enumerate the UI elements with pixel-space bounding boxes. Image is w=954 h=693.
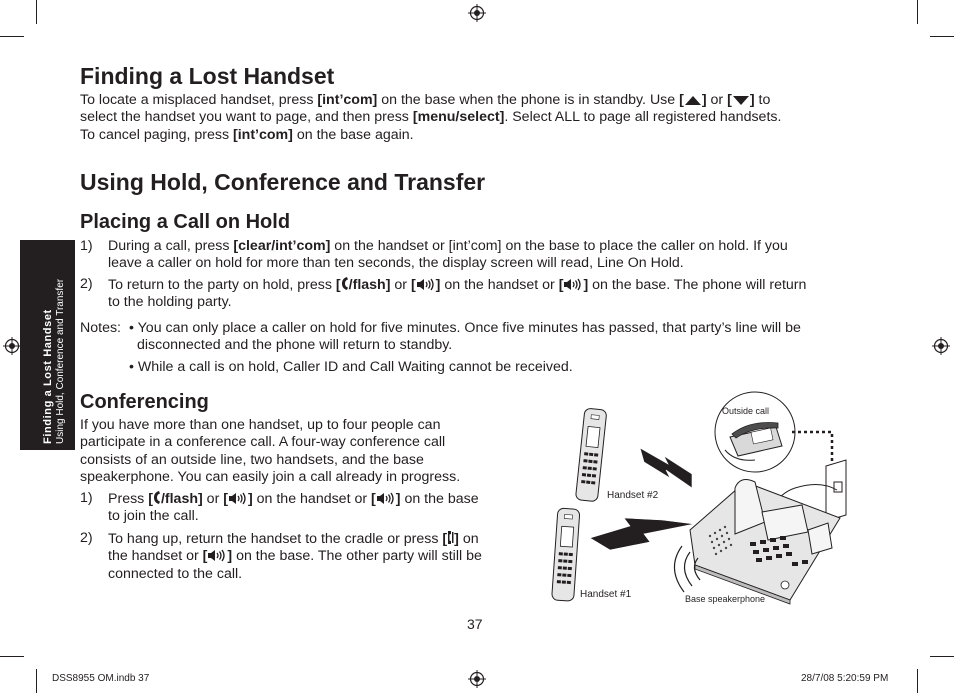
side-tab xyxy=(20,240,75,450)
base-unit-icon xyxy=(690,480,840,604)
registration-mark-icon xyxy=(932,337,950,355)
conferencing-paragraph: If you have more than one handset, up to four people can participate in a conference call. A four-way conference call consists of an outside line, two handsets, and the base speakerphone. You can easily join a call already in progress. xyxy=(80,417,461,486)
speaker-icon xyxy=(228,492,248,505)
arrow-down-icon xyxy=(732,94,750,106)
crop-mark xyxy=(0,36,24,37)
label-base-speakerphone: Base speakerphone xyxy=(685,594,766,604)
lightning-bolt-icon xyxy=(640,448,692,488)
registration-mark-icon xyxy=(3,337,21,355)
speaker-icon xyxy=(416,278,436,291)
crop-mark xyxy=(36,0,37,24)
handset-talk-icon xyxy=(341,276,349,291)
speaker-icon xyxy=(207,549,227,562)
conf-step-1: 1) Press [ /flash] or [ ] on the handset or [ ] on the base to join the call. xyxy=(80,490,479,525)
label-outside-call: Outside call xyxy=(722,406,770,416)
hold-step-1: 1) During a call, press [clear/int’com] on the handset or [int’com] on the base to place the caller on hold. If you leave a caller on hold for more than ten seconds, the display screen will read, Line On Hold. xyxy=(80,238,788,272)
hold-step-2: 2) To return to the party on hold, press [ /flash] or [ ] on the handset or [ ] on the base. The phone will return to the holding party. xyxy=(80,276,807,311)
footer-file-info: DSS8955 OM.indb 37 xyxy=(52,673,150,684)
handset-talk-icon xyxy=(153,490,161,505)
heading-conferencing: Conferencing xyxy=(80,391,209,413)
label-handset-2: Handset #2 xyxy=(607,490,659,501)
heading-finding-lost-handset: Finding a Lost Handset xyxy=(80,63,335,89)
speaker-icon xyxy=(563,278,583,291)
crop-mark xyxy=(930,36,954,37)
heading-placing-call-on-hold: Placing a Call on Hold xyxy=(80,211,291,233)
speaker-icon xyxy=(376,492,396,505)
crop-mark xyxy=(917,0,918,24)
lightning-bolt-icon xyxy=(590,518,694,550)
heading-hold-conference-transfer: Using Hold, Conference and Transfer xyxy=(80,169,486,195)
crop-mark xyxy=(917,669,918,693)
crop-mark xyxy=(930,656,954,657)
handset-2-icon xyxy=(575,408,606,502)
finding-handset-paragraph: To locate a misplaced handset, press [int’com] on the base when the phone is in standby. Use [ ] or [ ] to select the handset you want to page, and then press [menu/select]. Select ALL to page all registered handsets. To cancel paging, press [int’com] on the base again. xyxy=(80,92,782,143)
label-handset-1: Handset #1 xyxy=(580,589,632,600)
page-number: 37 xyxy=(467,616,483,632)
crop-mark xyxy=(36,669,37,693)
arrow-up-icon xyxy=(684,94,702,106)
conference-illustration xyxy=(540,390,870,610)
wall-jack-icon xyxy=(826,460,846,521)
registration-mark-icon xyxy=(468,4,486,22)
crop-mark xyxy=(0,656,24,657)
side-tab-subtitle: Using Hold, Conference and Transfer xyxy=(55,278,66,444)
handset-1-icon xyxy=(552,508,580,601)
conf-step-2: 2) To hang up, return the handset to the cradle or press [ ] on the handset or [ ] on the base. The other party will still be connected to the call. xyxy=(80,530,482,582)
side-tab-title: Finding a Lost Handset xyxy=(42,309,54,444)
hold-notes: Notes: • You can only place a caller on hold for five minutes. Once five minutes has passed, that party’s line will be disconnected and the phone will return to standby. • While a call is on hold, Caller ID and Call Waiting cannot be received. xyxy=(80,320,801,375)
footer-timestamp: 28/7/08 5:20:59 PM xyxy=(801,673,889,684)
registration-mark-icon xyxy=(468,670,486,688)
